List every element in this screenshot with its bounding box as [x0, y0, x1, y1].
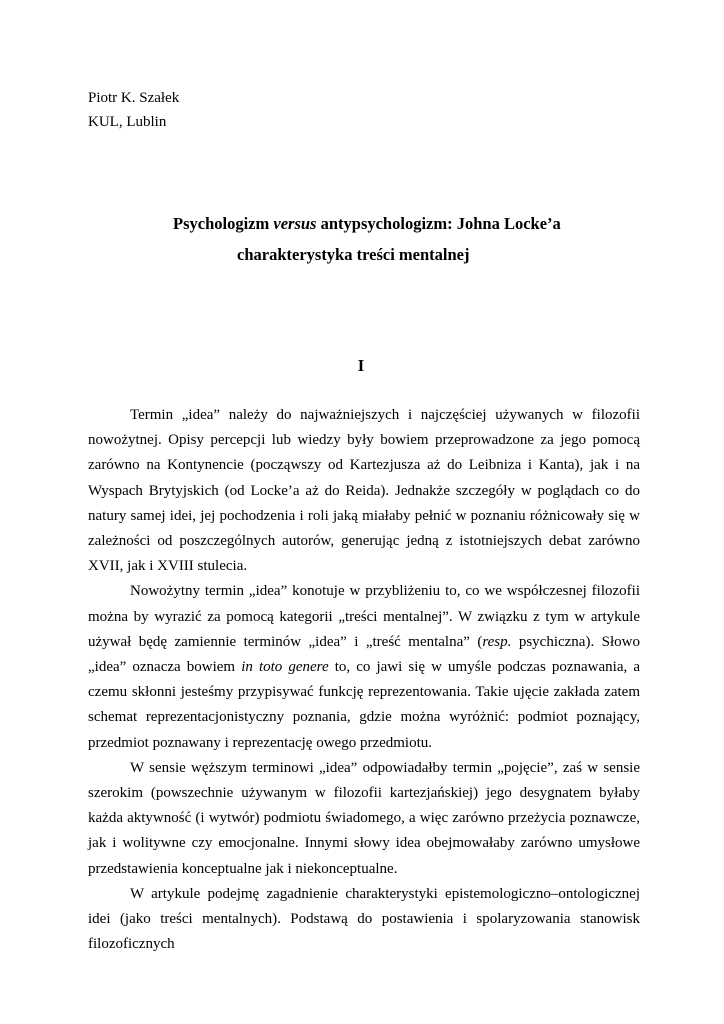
- author-name: Piotr K. Szałek: [88, 90, 180, 106]
- paragraph-2-in-toto: in toto genere: [241, 659, 329, 676]
- title-part-1: Psychologizm: [173, 214, 274, 233]
- paragraph-4: W artykule podejmę zagadnienie charakterystyki epistemologiczno–ontologicznej idei (jako treści mentalnych). Podstawą do postawienia i spolaryzowania stanowisk filozoficznych: [88, 885, 640, 953]
- title-line-1: [173, 208, 561, 239]
- paragraph-2: [88, 579, 640, 755]
- body-text: [88, 403, 640, 957]
- title-italic-versus: versus: [273, 214, 317, 233]
- paragraph-2-resp: resp.: [482, 633, 512, 650]
- author-block: [88, 86, 179, 134]
- paragraph-2-part-a: Nowożytny termin „idea” konotuje w przybliżeniu to, co we współczesnej filozofii można by wyrazić za pomocą kategorii „treści mentalnej”. W związku z tym w artykule używał będę zamiennie terminów „idea” i „treść mentalna” (: [88, 583, 640, 650]
- paragraph-2-part-b: psychiczna). Słowo „idea” oznacza bowiem: [88, 633, 640, 676]
- title-part-3: antypsychologizm: Johna Locke’a: [316, 214, 561, 233]
- title-line-2: charakterystyka treści mentalnej: [237, 245, 470, 264]
- author-affiliation: KUL, Lublin: [88, 114, 167, 130]
- paragraph-1: Termin „idea” należy do najważniejszych i najczęściej używanych w filozofii nowożytnej. Opisy percepcji lub wiedzy były bowiem przeprowadzone za jego pomocą zarówno na Kontynencie (począwszy od Kartezjusza aż do Leibniza i Kanta), jak i na Wyspach Brytyjskich (od Locke’a aż do Reida). Jednakże szczegóły w poglądach co do natury samej idei, jej pochodzenia i roli jaką miałaby pełnić w poznaniu różnicowały się w zależności od poszczególnych autorów, generując jedną z istotniejszych debat zarówno XVII, jak i XVIII stulecia.: [88, 407, 640, 575]
- section-heading: [0, 356, 724, 376]
- section-number: I: [357, 356, 365, 375]
- paragraph-2-part-c: to, co jawi się w umyśle podczas poznawania, a czemu skłonni jesteśmy przypisywać funkcję reprezentowania. Takie ujęcie zakłada zatem schemat reprezentacjonistyczny poznania, gdzie można wyróżnić: podmiot poznający, przedmiot poznawany i reprezentację owego przedmiotu.: [88, 659, 640, 751]
- paragraph-3: W sensie węższym terminowi „idea” odpowiadałby termin „pojęcie”, zaś w sensie szerokim (powszechnie używanym w filozofii kartezjańskiej) jego desygnatem byłaby każda aktywność (i wytwór) podmiotu świadomego, a więc zarówno przeżycia poznawcze, jak i wolitywne czy emocjonalne. Innymi słowy idea obejmowałaby zarówno umysłowe przedstawienia konceptualne jak i niekonceptualne.: [88, 759, 640, 877]
